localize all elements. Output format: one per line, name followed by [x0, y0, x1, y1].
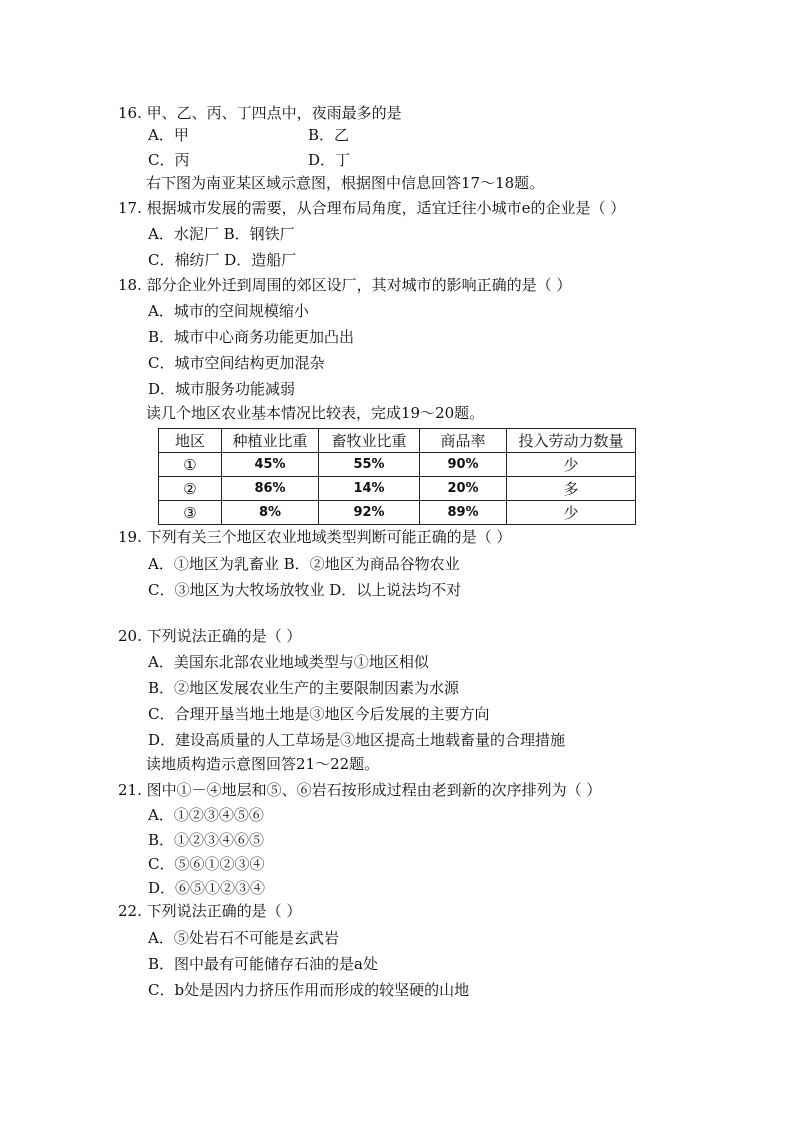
q18-option-d: D．城市服务功能减弱 [148, 380, 296, 398]
table-row [159, 453, 636, 477]
table-header: 投入劳动力数量 [507, 429, 636, 453]
table-row [159, 477, 636, 501]
q20-stem: 20. 下列说法正确的是（ ） [118, 627, 302, 645]
q22-option-a: A．⑤处岩石不可能是玄武岩 [148, 929, 339, 947]
q16-option-a: A．甲 [148, 126, 189, 144]
table-header: 地区 [159, 429, 222, 453]
table-cell: 55% [319, 453, 420, 477]
table-cell: 45% [222, 453, 319, 477]
table-cell: 少 [507, 453, 636, 477]
q21-option-a: A．①②③④⑤⑥ [148, 806, 264, 824]
table-header: 种植业比重 [222, 429, 319, 453]
q20-option-d: D．建设高质量的人工草场是③地区提高土地载畜量的合理措施 [148, 731, 566, 749]
q21-stem: 21. 图中①－④地层和⑤、⑥岩石按形成过程由老到新的次序排列为（ ） [118, 781, 602, 799]
table-cell: 92% [319, 501, 420, 525]
agriculture-comparison-table [158, 428, 636, 525]
q21-option-c: C．⑤⑥①②③④ [148, 855, 265, 873]
q16-option-b: B．乙 [308, 126, 350, 144]
table-cell: 8% [222, 501, 319, 525]
table-header: 畜牧业比重 [319, 429, 420, 453]
q18-stem: 18. 部分企业外迁到周围的郊区设厂，其对城市的影响正确的是（ ） [118, 276, 572, 294]
table-cell: 86% [222, 477, 319, 501]
q22-option-c: C．b处是因内力挤压作用而形成的较坚硬的山地 [148, 981, 470, 999]
q17-options-ab: A．水泥厂 B．钢铁厂 [148, 225, 295, 243]
q16-stem: 16. 甲、乙、丙、丁四点中，夜雨最多的是 [118, 104, 402, 122]
table-cell: ② [159, 477, 222, 501]
q22-stem: 22. 下列说法正确的是（ ） [118, 902, 302, 920]
table-cell: 少 [507, 501, 636, 525]
q19-options-cd: C．③地区为大牧场放牧业 D．以上说法均不对 [148, 581, 462, 599]
q16-option-c: C．丙 [148, 151, 190, 169]
table-row [159, 501, 636, 525]
table-header: 商品率 [420, 429, 507, 453]
intro-19-20: 读几个地区农业基本情况比较表，完成19～20题。 [146, 404, 485, 422]
q21-option-b: B．①②③④⑥⑤ [148, 831, 265, 849]
intro-21-22: 读地质构造示意图回答21～22题。 [146, 755, 380, 773]
q17-stem: 17. 根据城市发展的需要，从合理布局角度，适宜迁往小城市e的企业是（ ） [118, 199, 626, 217]
q18-option-c: C．城市空间结构更加混杂 [148, 354, 325, 372]
q20-option-a: A．美国东北部农业地域类型与①地区相似 [148, 653, 429, 671]
q17-options-cd: C．棉纺厂 D．造船厂 [148, 251, 297, 269]
q18-option-b: B．城市中心商务功能更加凸出 [148, 328, 355, 346]
table-cell: 90% [420, 453, 507, 477]
table-header-row [159, 429, 636, 453]
table-cell: 20% [420, 477, 507, 501]
table-cell: ① [159, 453, 222, 477]
q20-option-b: B．②地区发展农业生产的主要限制因素为水源 [148, 679, 460, 697]
q22-option-b: B．图中最有可能储存石油的是a处 [148, 955, 378, 973]
intro-17-18: 右下图为南亚某区域示意图，根据图中信息回答17～18题。 [146, 174, 545, 192]
table-cell: 89% [420, 501, 507, 525]
table-cell: ③ [159, 501, 222, 525]
q19-stem: 19. 下列有关三个地区农业地域类型判断可能正确的是（ ） [118, 528, 512, 546]
q19-options-ab: A．①地区为乳畜业 B．②地区为商品谷物农业 [148, 555, 460, 573]
q20-option-c: C．合理开垦当地土地是③地区今后发展的主要方向 [148, 705, 490, 723]
q21-option-d: D．⑥⑤①②③④ [148, 879, 266, 897]
q16-option-d: D．丁 [308, 151, 351, 169]
q18-option-a: A．城市的空间规模缩小 [148, 302, 309, 320]
table-cell: 14% [319, 477, 420, 501]
table-cell: 多 [507, 477, 636, 501]
